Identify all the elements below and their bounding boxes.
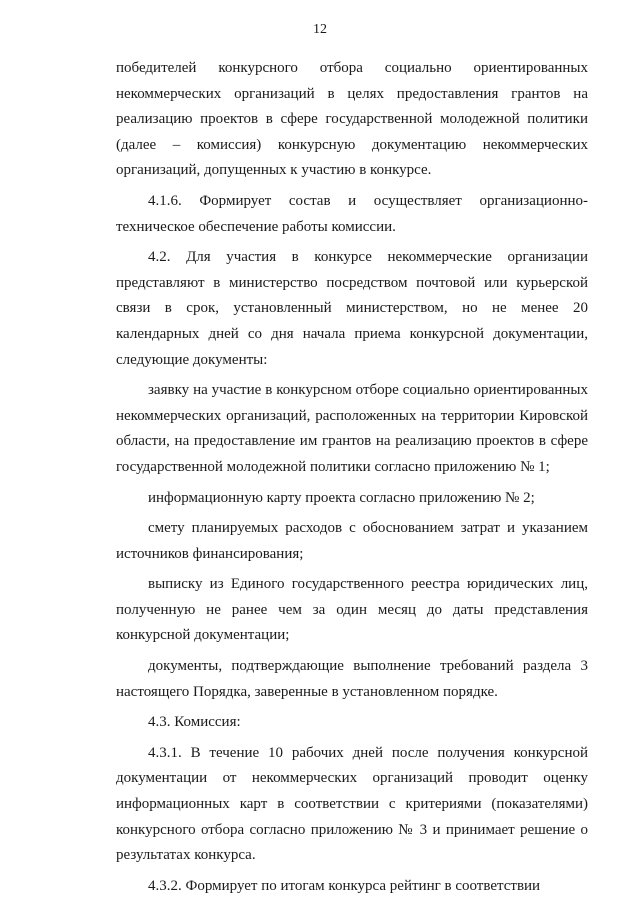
paragraph-4-3-1: 4.3.1. В течение 10 рабочих дней после получения конкурсной документации от некоммерческих организаций проводит оценку информационных карт в соответствии с критериями (показателями) конкурсного отбора согласно приложению № 3 и принимает решение о результатах конкурса.: [116, 744, 588, 864]
paragraph-4-3-2: 4.3.2. Формирует по итогам конкурса рейтинг в соответствии: [148, 877, 541, 894]
paragraph-application: заявку на участие в конкурсном отборе социально ориентированных некоммерческих организаций, расположенных на территории Кировской области, на предоставление им грантов на реализацию проектов в сфере государственной молодежной политики согласно приложению № 1;: [116, 382, 588, 475]
paragraph-4-2: 4.2. Для участия в конкурсе некоммерческие организации представляют в министерство посредством почтовой или курьерской связи в срок, установленный министерством, но не менее 20 календарных дней со дня начала приема конкурсной документации, следующие документы:: [116, 249, 588, 368]
paragraph-confirming-documents: документы, подтверждающие выполнение требований раздела 3 настоящего Порядка, заверенные в установленном порядке.: [116, 658, 588, 700]
document-body: [116, 56, 588, 899]
paragraph-commission-intro: победителей конкурсного отбора социально ориентированных некоммерческих организаций в целях предоставления грантов на реализацию проектов в сфере государственной молодежной политики (далее – комиссия) конкурсную документацию некоммерческих организаций, допущенных к участию в конкурсе.: [116, 60, 588, 179]
paragraph-4-1-6: 4.1.6. Формирует состав и осуществляет организационно-техническое обеспечение работы комиссии.: [116, 192, 588, 235]
paragraph-registry-extract: выписку из Единого государственного реестра юридических лиц, полученную не ранее чем за один месяц до даты представления конкурсной документации;: [116, 576, 588, 644]
paragraph-4-3: 4.3. Комиссия:: [148, 714, 241, 731]
page-number: 12: [313, 22, 327, 37]
paragraph-cost-estimate: смету планируемых расходов с обоснованием затрат и указанием источников финансирования;: [116, 520, 588, 562]
paragraph-info-card: информационную карту проекта согласно приложению № 2;: [148, 489, 535, 506]
